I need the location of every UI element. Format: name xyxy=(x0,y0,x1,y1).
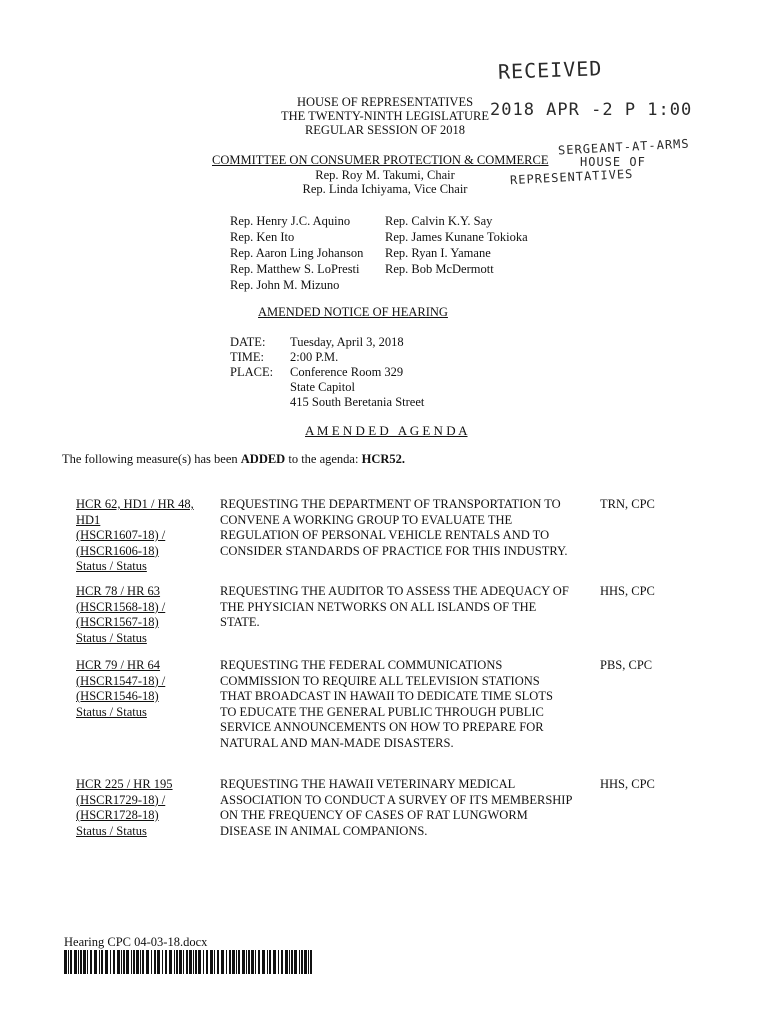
description-line: REGULATION OF PERSONAL VEHICLE RENTALS AND TO xyxy=(220,528,550,542)
measure-link[interactable]: HCR 225 / HR 195 xyxy=(76,777,173,791)
report-link[interactable]: (HSCR1729-18) / xyxy=(76,792,166,807)
barcode-bar xyxy=(117,950,120,974)
barcode-bar xyxy=(291,950,293,974)
barcode-bar xyxy=(255,950,256,974)
place-line: 415 South Beretania Street xyxy=(290,395,425,409)
time-value: 2:00 P.M. xyxy=(290,350,339,364)
barcode-bar xyxy=(189,950,192,974)
description-line: ON THE FREQUENCY OF CASES OF RAT LUNGWORM xyxy=(220,808,528,822)
member-name: Rep. Ken Ito xyxy=(230,230,295,244)
barcode-bar xyxy=(195,950,197,974)
added-note-prefix: The following measure(s) has been xyxy=(62,452,241,466)
barcode-bar xyxy=(301,950,303,974)
stamp-date: 2018 APR -2 P 1:00 xyxy=(490,100,693,120)
barcode-bar xyxy=(251,950,254,974)
barcode-bar xyxy=(176,950,178,974)
barcode-bar xyxy=(74,950,77,974)
vice-chair-name: Rep. Linda Ichiyama, Vice Chair xyxy=(302,182,468,196)
time-label: TIME: xyxy=(230,350,265,364)
barcode-bar xyxy=(221,950,224,974)
stamp-office-line2: HOUSE OF xyxy=(580,155,646,169)
report-link[interactable]: (HSCR1606-18) xyxy=(76,543,159,558)
member-name: Rep. Calvin K.Y. Say xyxy=(385,214,493,228)
description-line: TO EDUCATE THE GENERAL PUBLIC THROUGH PUBLIC xyxy=(220,704,544,719)
measure-link[interactable]: HCR 78 / HR 63 xyxy=(76,584,161,598)
barcode-bar xyxy=(267,950,268,974)
barcode-bar xyxy=(110,950,111,974)
barcode-bar xyxy=(64,950,67,974)
description-line: THE PHYSICIAN NETWORKS ON ALL ISLANDS OF THE xyxy=(220,599,537,614)
barcode-bar xyxy=(186,950,188,974)
barcode-bar xyxy=(83,950,86,974)
measure-description xyxy=(220,584,600,631)
description-line: REQUESTING THE AUDITOR TO ASSESS THE ADEQUACY OF xyxy=(220,584,569,598)
measure-link[interactable]: HD1 xyxy=(76,512,101,527)
barcode-bar xyxy=(285,950,288,974)
barcode-bar xyxy=(198,950,201,974)
barcode xyxy=(64,950,316,974)
measure-links xyxy=(76,584,216,646)
member-name: Rep. Henry J.C. Aquino xyxy=(230,214,351,228)
status-link[interactable]: Status / Status xyxy=(76,630,147,645)
members-left-column xyxy=(230,213,363,293)
barcode-bar xyxy=(162,950,163,974)
referral-committees: TRN, CPC xyxy=(600,497,655,511)
committee-name: COMMITTEE ON CONSUMER PROTECTION & COMMERCE xyxy=(212,153,549,167)
description-line: CONVENE A WORKING GROUP TO EVALUATE THE xyxy=(220,512,513,527)
report-link[interactable]: (HSCR1607-18) / xyxy=(76,528,166,542)
member-name: Rep. Matthew S. LoPresti xyxy=(230,262,360,276)
barcode-bar xyxy=(310,950,312,974)
member-name: Rep. Aaron Ling Johanson xyxy=(230,246,364,260)
barcode-bar xyxy=(308,950,309,974)
members-right-column xyxy=(385,213,528,277)
report-link[interactable]: (HSCR1547-18) / xyxy=(76,673,166,688)
session-title: REGULAR SESSION OF 2018 xyxy=(304,123,466,137)
barcode-bar xyxy=(78,950,79,974)
description-line: NATURAL AND MAN-MADE DISASTERS. xyxy=(220,735,454,750)
added-note-middle: to the agenda: xyxy=(285,452,362,466)
house-title: HOUSE OF REPRESENTATIVES xyxy=(296,95,474,109)
barcode-bar xyxy=(273,950,276,974)
member-name: Rep. John M. Mizuno xyxy=(230,278,340,292)
measure-link[interactable]: HCR 62, HD1 / HR 48, xyxy=(76,497,194,511)
referral-committees: PBS, CPC xyxy=(600,658,653,672)
chair-name: Rep. Roy M. Takumi, Chair xyxy=(315,168,455,182)
added-note xyxy=(62,452,405,467)
place-line: Conference Room 329 xyxy=(290,365,404,379)
barcode-bar xyxy=(90,950,92,974)
hearing-details xyxy=(230,335,424,410)
barcode-bar xyxy=(193,950,194,974)
barcode-bar xyxy=(206,950,208,974)
description-line: DISEASE IN ANIMAL COMPANIONS. xyxy=(220,823,428,838)
report-link[interactable]: (HSCR1546-18) xyxy=(76,689,159,703)
barcode-bar xyxy=(229,950,231,974)
barcode-bar xyxy=(142,950,144,974)
barcode-bar xyxy=(304,950,307,974)
measure-links xyxy=(76,777,216,839)
barcode-bar xyxy=(238,950,240,974)
description-line: ASSOCIATION TO CONDUCT A SURVEY OF ITS MEMBERSHIP xyxy=(220,792,573,807)
footer-filename: Hearing CPC 04-03-18.docx xyxy=(64,935,208,949)
barcode-bar xyxy=(154,950,156,974)
barcode-bar xyxy=(174,950,175,974)
measure-link[interactable]: HCR 79 / HR 64 xyxy=(76,658,161,672)
stamp-office-line1: SERGEANT-AT-ARMS xyxy=(557,136,690,158)
measure-links xyxy=(76,497,216,575)
description-line: REQUESTING THE DEPARTMENT OF TRANSPORTATION TO xyxy=(220,497,561,511)
measure-description xyxy=(220,658,600,751)
barcode-bar xyxy=(113,950,115,974)
description-line: STATE. xyxy=(220,615,260,629)
measure-links xyxy=(76,658,216,720)
status-link[interactable]: Status / Status xyxy=(76,823,147,838)
barcode-bar xyxy=(169,950,172,974)
description-line: CONSIDER STANDARDS OF PRACTICE FOR THIS INDUSTRY. xyxy=(220,543,568,558)
barcode-bar xyxy=(136,950,139,974)
added-word: ADDED xyxy=(240,452,286,466)
barcode-bar xyxy=(146,950,149,974)
barcode-bar xyxy=(281,950,283,974)
barcode-bar xyxy=(121,950,122,974)
barcode-bar xyxy=(242,950,245,974)
barcode-bar xyxy=(165,950,167,974)
agenda-title: A M E N D E D A G E N D A xyxy=(305,423,468,438)
barcode-bar xyxy=(151,950,152,974)
notice-title: AMENDED NOTICE OF HEARING xyxy=(258,305,448,319)
description-line: REQUESTING THE HAWAII VETERINARY MEDICAL xyxy=(220,777,516,791)
barcode-bar xyxy=(94,950,97,974)
barcode-bar xyxy=(140,950,141,974)
barcode-bar xyxy=(289,950,290,974)
report-link[interactable]: (HSCR1568-18) / xyxy=(76,599,166,614)
measure-description xyxy=(220,777,600,839)
report-link[interactable]: (HSCR1567-18) xyxy=(76,615,159,629)
legislature-title: THE TWENTY-NINTH LEGISLATURE xyxy=(280,109,490,123)
report-link[interactable]: (HSCR1728-18) xyxy=(76,808,159,822)
referral-committees: HHS, CPC xyxy=(600,777,655,791)
barcode-bar xyxy=(126,950,129,974)
barcode-bar xyxy=(70,950,72,974)
barcode-bar xyxy=(248,950,250,974)
status-link[interactable]: Status / Status xyxy=(76,559,147,573)
barcode-bar xyxy=(133,950,135,974)
legislature-header xyxy=(150,95,620,137)
place-value xyxy=(290,365,424,410)
barcode-bar xyxy=(299,950,300,974)
barcode-bar xyxy=(246,950,247,974)
barcode-bar xyxy=(157,950,160,974)
barcode-bar xyxy=(203,950,204,974)
barcode-bar xyxy=(183,950,184,974)
barcode-bar xyxy=(294,950,297,974)
stamp-office-line3: REPRESENTATIVES xyxy=(509,166,634,188)
barcode-bar xyxy=(217,950,219,974)
barcode-bar xyxy=(258,950,260,974)
barcode-bar xyxy=(262,950,265,974)
barcode-bar xyxy=(99,950,100,974)
barcode-bar xyxy=(236,950,237,974)
committee-officers xyxy=(150,168,620,196)
barcode-bar xyxy=(214,950,215,974)
measure-description xyxy=(220,497,600,559)
barcode-bar xyxy=(269,950,271,974)
status-link[interactable]: Status / Status xyxy=(76,704,147,719)
barcode-bar xyxy=(179,950,182,974)
barcode-bar xyxy=(131,950,132,974)
description-line: SERVICE ANNOUNCEMENTS ON HOW TO PREPARE FOR xyxy=(220,720,544,734)
added-measure: HCR52. xyxy=(361,452,405,466)
date-label: DATE: xyxy=(230,335,266,349)
description-line: THAT BROADCAST IN HAWAII TO DEDICATE TIME SLOTS xyxy=(220,689,553,703)
barcode-bar xyxy=(87,950,88,974)
date-value: Tuesday, April 3, 2018 xyxy=(290,335,404,349)
barcode-bar xyxy=(105,950,108,974)
barcode-bar xyxy=(210,950,213,974)
description-line: COMMISSION TO REQUIRE ALL TELEVISION STATIONS xyxy=(220,673,540,688)
member-name: Rep. James Kunane Tokioka xyxy=(385,230,528,244)
member-name: Rep. Bob McDermott xyxy=(385,262,494,276)
place-label: PLACE: xyxy=(230,365,274,379)
description-line: REQUESTING THE FEDERAL COMMUNICATIONS xyxy=(220,658,503,672)
place-line: State Capitol xyxy=(290,380,355,394)
barcode-bar xyxy=(226,950,227,974)
barcode-bar xyxy=(80,950,82,974)
received-stamp: RECEIVED xyxy=(497,56,603,84)
member-name: Rep. Ryan I. Yamane xyxy=(385,246,491,260)
barcode-bar xyxy=(278,950,279,974)
referral-committees: HHS, CPC xyxy=(600,584,655,598)
barcode-bar xyxy=(123,950,125,974)
barcode-bar xyxy=(101,950,103,974)
barcode-bar xyxy=(232,950,235,974)
barcode-bar xyxy=(68,950,69,974)
